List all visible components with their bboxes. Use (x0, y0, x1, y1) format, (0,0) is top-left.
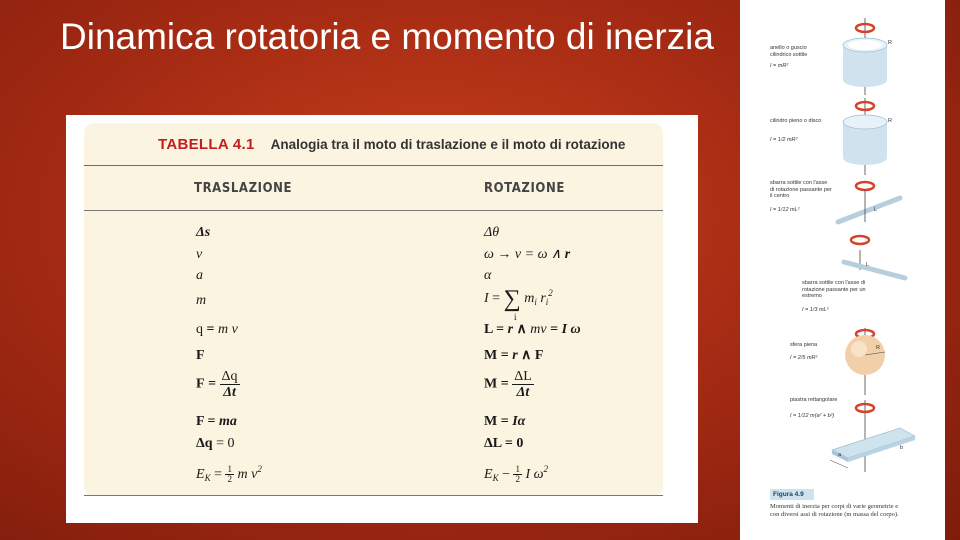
cell-rotation-angle: Δθ (484, 225, 500, 240)
label-plate: piastra rettangolare (790, 397, 838, 403)
table-bottom-rule (84, 495, 663, 497)
table-header (84, 123, 663, 166)
cell-rotation-torque-ialpha: M = Iα (484, 414, 526, 429)
cell-rotation-newton-law: M = $\frac{\Delta L}{\Delta t}$ (484, 369, 532, 400)
formula-plate: I = 1/12 m(a² + b²) (790, 413, 835, 419)
column-header-translation: TRASLAZIONE (194, 181, 293, 196)
cell-translation-acceleration: a (196, 268, 203, 283)
formula-rod-end: I = 1/3 mL² (802, 307, 829, 313)
formula-cylinder: I = 1/2 mR² (770, 137, 798, 143)
cell-rotation-angular-acceleration: α (484, 268, 492, 283)
cell-rotation-angular-velocity: ω → v = ω ∧ r (484, 247, 571, 262)
formula-sphere: I = 2/5 mR² (790, 355, 818, 361)
cell-translation-momentum-conservation: Δq = 0 (196, 436, 235, 451)
label-sphere-radius: R (876, 345, 880, 351)
label-plate-b: b (900, 445, 904, 451)
label-cylinder: cilindro pieno o disco (770, 118, 822, 124)
hollow-cylinder-icon (843, 38, 887, 87)
figure-illustrations (740, 0, 945, 540)
label-rod-end: sbarra sottile con l'asse di rotazione passante per un estremo (802, 280, 866, 299)
formula-ring: I = mR² (770, 63, 789, 69)
rod-end-icon (844, 250, 905, 278)
analogy-table (84, 123, 663, 496)
cell-translation-momentum: q = m v (196, 322, 238, 337)
cell-rotation-angular-momentum-conservation: ΔL = 0 (484, 436, 524, 451)
solid-sphere-icon (845, 335, 885, 375)
cell-translation-velocity: v (196, 247, 203, 262)
cell-translation-displacement: Δs (196, 225, 211, 240)
cell-translation-kinetic-energy: $E_K$ = $\frac{1}{2}$ m $v^2$ (196, 464, 262, 485)
label-rod-center: sbarra sottile con l'asse di rotazione passante per il centro (770, 180, 832, 199)
label-ring: anello o guscio cilindrico sottile (770, 45, 808, 58)
cell-rotation-moment-of-inertia: I = ∑ $m_i$ $r_i^2$ (484, 286, 553, 312)
figure-caption: Momenti di inerzia per corpi di varie geometrie e con diversi assi di rotazione (m massa del corpo). (770, 503, 899, 518)
rod-center-icon (838, 190, 900, 222)
label-plate-a: a (838, 452, 842, 458)
cell-translation-force: F (196, 348, 205, 363)
column-header-rotation: ROTAZIONE (484, 181, 565, 196)
cell-translation-newton-law: F = $\frac{\Delta q}{\Delta t}$ (196, 369, 238, 400)
label-cylinder-radius: R (888, 118, 892, 124)
cell-rotation-angular-momentum: L = r ∧ mv = I ω (484, 322, 581, 337)
label-rod-end-length: L (866, 262, 870, 268)
cell-rotation-torque: M = r ∧ F (484, 348, 544, 363)
label-ring-radius: R (888, 40, 892, 46)
label-rod-center-length: L (874, 207, 878, 213)
table-label: TABELLA 4.1 (158, 135, 255, 153)
moment-of-inertia-figure (740, 0, 945, 540)
figure-number-badge: Figura 4.9 (770, 489, 814, 500)
formula-rod-center: I = 1/12 mL² (770, 207, 800, 213)
cell-translation-force-ma: F = ma (196, 414, 237, 429)
label-sphere: sfera piena (790, 342, 818, 348)
cell-translation-mass: m (196, 293, 207, 308)
cell-rotation-kinetic-energy: $E_K$ − $\frac{1}{2}$ I $\omega^2$ (484, 464, 549, 485)
table-caption: Analogia tra il moto di traslazione e il moto di rotazione (270, 136, 626, 152)
solid-cylinder-icon (843, 115, 887, 165)
column-divider (84, 210, 663, 211)
slide-title: Dinamica rotatoria e momento di inerzia (60, 16, 714, 57)
sum-index: i (514, 312, 517, 322)
